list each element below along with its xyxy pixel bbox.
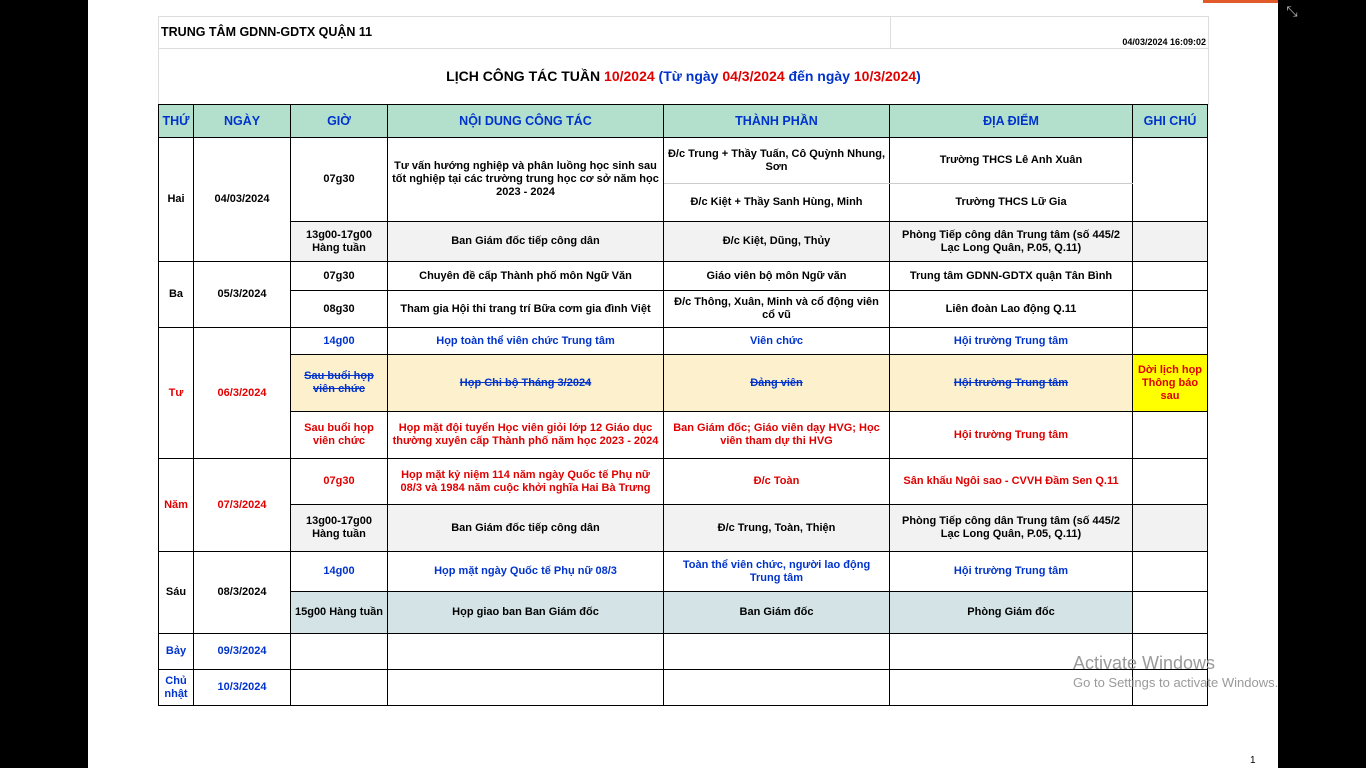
title-start-date: 04/3/2024 (722, 68, 785, 84)
table-row (159, 138, 1208, 184)
location-cell: Hội trường Trung tâm (890, 328, 1133, 355)
title-part: LỊCH CÔNG TÁC TUẦN (446, 68, 605, 84)
day-date: 08/3/2024 (194, 552, 291, 634)
participants-cell: Ban Giám đốc; Giáo viên dạy HVG; Học viên tham dự thi HVG (664, 412, 890, 459)
header-divider (159, 48, 1208, 49)
title-part: ) (916, 68, 921, 84)
table-row (159, 262, 1208, 291)
col-gio: GIỜ (291, 105, 388, 138)
day-date: 09/3/2024 (194, 634, 291, 670)
location-cell: Hội trường Trung tâm (890, 355, 1133, 412)
title-part: (Từ ngày (654, 68, 723, 84)
table-row (159, 222, 1208, 262)
time-cell: 15g00 Hàng tuần (291, 592, 388, 634)
table-row (159, 291, 1208, 328)
note-cell (1133, 459, 1208, 505)
participants-cell: Đ/c Trung, Toàn, Thiện (664, 505, 890, 552)
print-timestamp: 04/03/2024 16:09:02 (1122, 37, 1206, 47)
day-date: 05/3/2024 (194, 262, 291, 328)
col-dia-diem: ĐỊA ĐIỂM (890, 105, 1133, 138)
table-row (159, 592, 1208, 634)
time-cell: 14g00 (291, 328, 388, 355)
schedule-table (158, 104, 1208, 706)
note-cell (1133, 262, 1208, 291)
col-ngay: NGÀY (194, 105, 291, 138)
note-cell (1133, 328, 1208, 355)
day-date: 06/3/2024 (194, 328, 291, 459)
participants-cell: Đ/c Kiệt + Thầy Sanh Hùng, Minh (664, 184, 890, 222)
page-number: 1 (1250, 755, 1256, 766)
note-cell (1133, 222, 1208, 262)
location-cell: Phòng Tiếp công dân Trung tâm (số 445/2 Lạc Long Quân, P.05, Q.11) (890, 505, 1133, 552)
title-part: đến ngày (784, 68, 854, 84)
participants-cell: Đ/c Kiệt, Dũng, Thủy (664, 222, 890, 262)
location-cell: Trường THCS Lê Anh Xuân (890, 138, 1133, 184)
activate-title: Activate Windows (1073, 653, 1216, 673)
content-cell (388, 634, 664, 670)
participants-cell: Ban Giám đốc (664, 592, 890, 634)
title-end-date: 10/3/2024 (853, 68, 917, 84)
note-cell (1133, 552, 1208, 592)
table-row (159, 355, 1208, 412)
time-cell: 07g30 (291, 138, 388, 222)
content-cell: Ban Giám đốc tiếp công dân (388, 505, 664, 552)
content-cell: Họp mặt ngày Quốc tế Phụ nữ 08/3 (388, 552, 664, 592)
participants-cell: Đ/c Trung + Thầy Tuấn, Cô Quỳnh Nhung, Sơn (664, 138, 890, 184)
note-cell (1133, 138, 1208, 222)
time-cell: 13g00-17g00 Hàng tuần (291, 505, 388, 552)
expand-icon[interactable]: ⤡ (1286, 3, 1298, 19)
day-name: Tư (159, 328, 194, 459)
time-cell (291, 634, 388, 670)
day-name: Sáu (159, 552, 194, 634)
table-row (159, 328, 1208, 355)
time-cell: 08g30 (291, 291, 388, 328)
note-cell-postponed: Dời lịch họp Thông báo sau (1133, 355, 1208, 412)
day-date: 04/03/2024 (194, 138, 291, 262)
title-week: 10/2024 (604, 68, 655, 84)
col-ghi-chu: GHI CHÚ (1133, 105, 1208, 138)
time-cell: 13g00-17g00 Hàng tuần (291, 222, 388, 262)
participants-cell (664, 670, 890, 706)
content-cell: Chuyên đề cấp Thành phố môn Ngữ Văn (388, 262, 664, 291)
time-cell: Sau buổi họp viên chức (291, 355, 388, 412)
location-cell: Hội trường Trung tâm (890, 412, 1133, 459)
content-cell: Tư vấn hướng nghiệp và phân luồng học sinh sau tốt nghiệp tại các trường trung học cơ sở năm học 2023 - 2024 (388, 138, 664, 222)
note-cell (1133, 412, 1208, 459)
participants-cell: Toàn thể viên chức, người lao động Trung tâm (664, 552, 890, 592)
organization-name: TRUNG TÂM GDNN-GDTX QUẬN 11 (161, 25, 373, 39)
content-cell: Tham gia Hội thi trang trí Bữa cơm gia đình Việt (388, 291, 664, 328)
day-date: 10/3/2024 (194, 670, 291, 706)
content-cell (388, 670, 664, 706)
location-cell: Trường THCS Lữ Gia (890, 184, 1133, 222)
table-row (159, 505, 1208, 552)
col-noi-dung: NỘI DUNG CÔNG TÁC (388, 105, 664, 138)
header-divider-vertical (890, 17, 891, 48)
time-cell: Sau buổi họp viên chức (291, 412, 388, 459)
day-name: Chủ nhật (159, 670, 194, 706)
location-cell: Phòng Tiếp công dân Trung tâm (số 445/2 Lạc Long Quân, P.05, Q.11) (890, 222, 1133, 262)
note-cell (1133, 505, 1208, 552)
participants-cell: Giáo viên bộ môn Ngữ văn (664, 262, 890, 291)
participants-cell: Đ/c Toàn (664, 459, 890, 505)
time-cell: 14g00 (291, 552, 388, 592)
day-name: Hai (159, 138, 194, 262)
activate-subtitle: Go to Settings to activate Windows. (1073, 675, 1279, 690)
col-thu: THỨ (159, 105, 194, 138)
schedule-title (159, 68, 1208, 84)
participants-cell: Viên chức (664, 328, 890, 355)
document-header (158, 16, 1209, 105)
table-row (159, 459, 1208, 505)
day-name: Ba (159, 262, 194, 328)
activate-windows-watermark (1073, 653, 1278, 693)
content-cell: Họp mặt kỷ niệm 114 năm ngày Quốc tế Phụ nữ 08/3 và 1984 năm cuộc khởi nghĩa Hai Bà Trưng (388, 459, 664, 505)
note-cell (1133, 291, 1208, 328)
note-cell (1133, 592, 1208, 634)
location-cell: Liên đoàn Lao động Q.11 (890, 291, 1133, 328)
time-cell: 07g30 (291, 459, 388, 505)
content-cell: Họp giao ban Ban Giám đốc (388, 592, 664, 634)
day-name: Năm (159, 459, 194, 552)
location-cell: Sân khấu Ngôi sao - CVVH Đầm Sen Q.11 (890, 459, 1133, 505)
table-header-row (159, 105, 1208, 138)
content-cell: Họp toàn thể viên chức Trung tâm (388, 328, 664, 355)
content-cell: Ban Giám đốc tiếp công dân (388, 222, 664, 262)
location-cell: Trung tâm GDNN-GDTX quận Tân Bình (890, 262, 1133, 291)
participants-cell (664, 634, 890, 670)
day-name: Bảy (159, 634, 194, 670)
location-cell: Hội trường Trung tâm (890, 552, 1133, 592)
content-cell: Họp mặt đội tuyển Học viên giỏi lớp 12 Giáo dục thường xuyên cấp Thành phố năm học 2023 - 2024 (388, 412, 664, 459)
table-row (159, 552, 1208, 592)
toolbar-accent (1203, 0, 1278, 3)
day-date: 07/3/2024 (194, 459, 291, 552)
content-cell: Họp Chi bộ Tháng 3/2024 (388, 355, 664, 412)
location-cell: Phòng Giám đốc (890, 592, 1133, 634)
participants-cell: Đảng viên (664, 355, 890, 412)
time-cell (291, 670, 388, 706)
col-thanh-phan: THÀNH PHẦN (664, 105, 890, 138)
table-row (159, 634, 1208, 670)
participants-cell: Đ/c Thông, Xuân, Minh và cổ động viên cổ vũ (664, 291, 890, 328)
table-row (159, 412, 1208, 459)
time-cell: 07g30 (291, 262, 388, 291)
table-row (159, 670, 1208, 706)
